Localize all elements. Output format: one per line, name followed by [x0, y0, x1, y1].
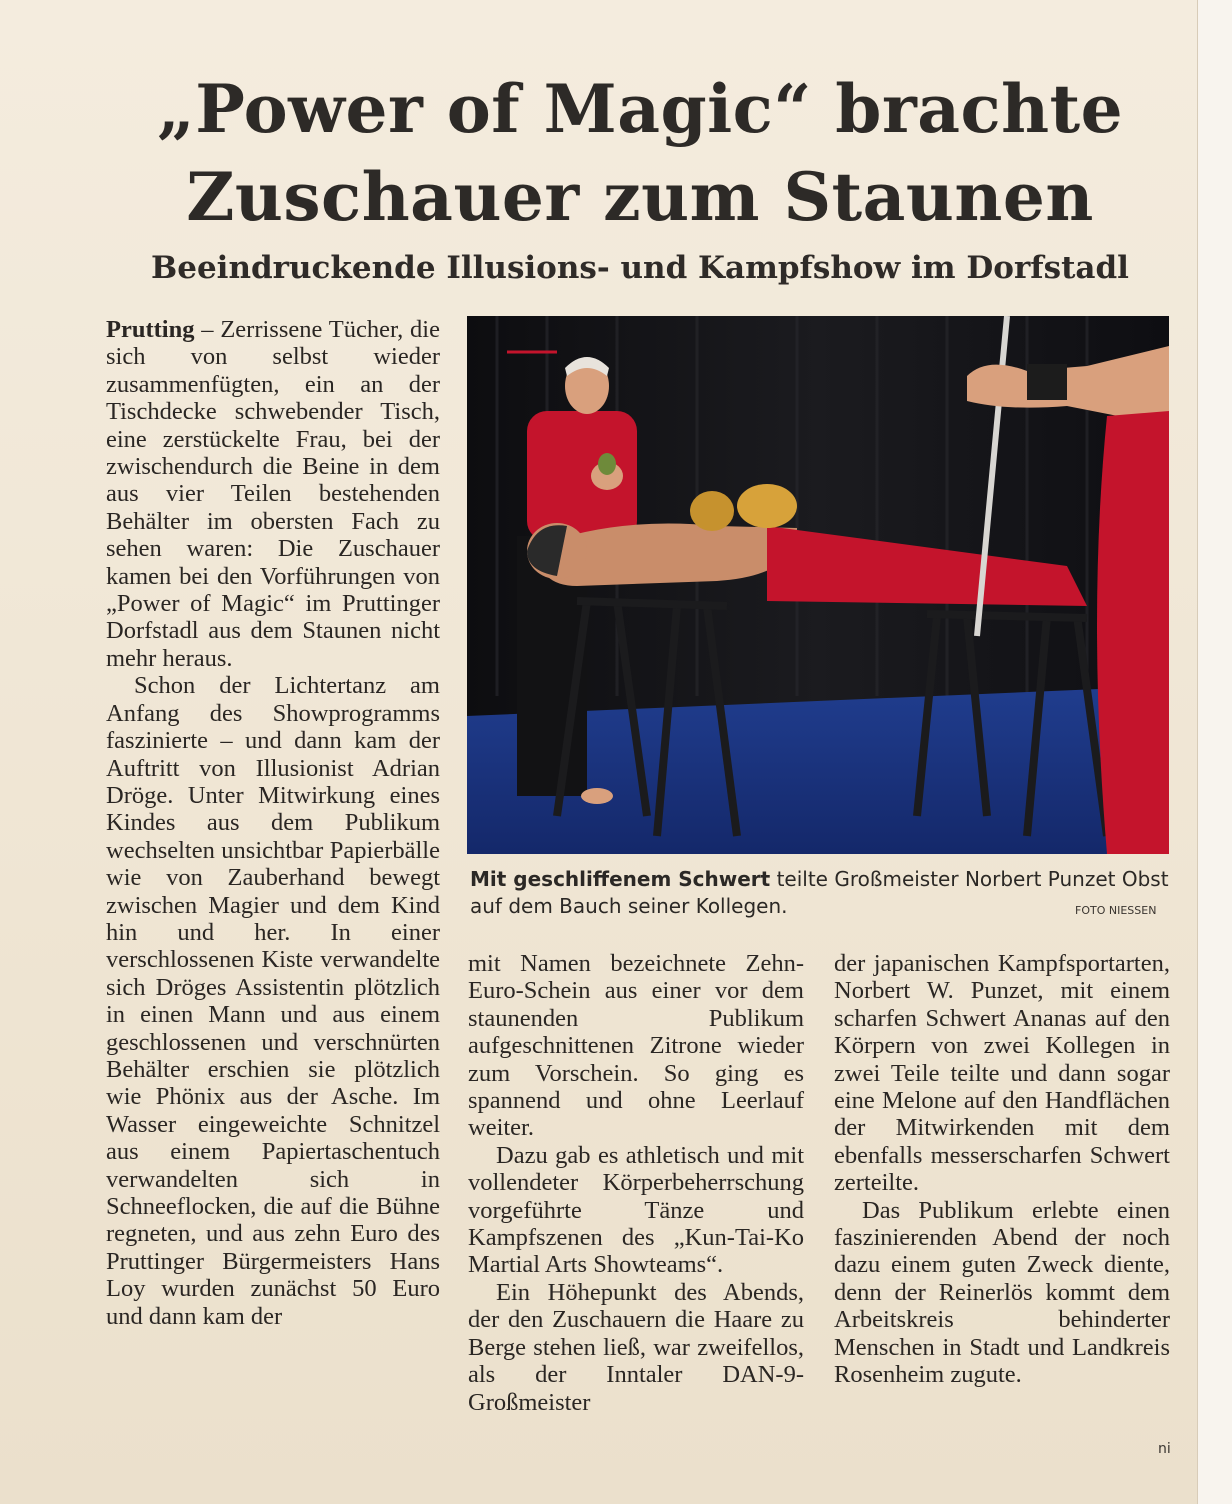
author-signature: ni — [1158, 1441, 1171, 1457]
dateline: Prutting — [106, 316, 195, 343]
article-column-1 — [106, 316, 440, 1476]
photo-credit: FOTO NIESSEN — [1075, 904, 1157, 917]
subheadline: Beeindruckende Illusions- und Kampfshow im Dorfstadl — [151, 250, 1129, 286]
paragraph: Ein Höhepunkt des Abends, der den Zuschauern die Haare zu Berge stehen ließ, war zweifellos, als der Inntaler DAN-9-Großmeister — [468, 1278, 804, 1416]
article-column-2 — [468, 950, 804, 1470]
paragraph: mit Namen bezeichnete Zehn-Euro-Schein aus einer vor dem staunenden Publikum aufgeschnittenen Zitrone wieder zum Vorschein. So ging es spannend und ohne Leerlauf weiter. — [468, 950, 804, 1142]
caption-lead: Mit geschliffenem Schwert — [470, 867, 771, 891]
headline-line-1: „Power of Magic“ brachte — [156, 70, 1124, 148]
page-edge — [1197, 0, 1232, 1504]
paragraph — [106, 316, 440, 672]
caption-text: teilte Großmeister Norbert Punzet Obst auf dem Bauch seiner Kollegen. — [470, 867, 1169, 918]
paragraph: Das Publikum erlebte einen faszinierenden Abend der noch dazu einem guten Zweck diente, denn der Reinerlös kommt dem Arbeitskreis behinderter Menschen in Stadt und Landkreis Rosenheim zugute. — [834, 1196, 1170, 1389]
wrist-band — [1027, 364, 1067, 400]
headline-line-2: Zuschauer zum Staunen — [186, 158, 1094, 236]
photo-illustration — [467, 316, 1169, 854]
paragraph: der japanischen Kampfsportarten, Norbert W. Punzet, mit einem scharfen Schwert Ananas auf den Körpern von zwei Kollegen in zwei Teile teilte und dann sogar eine Melone auf den Handflächen der Mitwirkenden mit dem ebenfalls messerscharfen Schwert zerteilte. — [834, 950, 1170, 1197]
article-column-3 — [834, 950, 1170, 1470]
paragraph: Dazu gab es athletisch und mit vollendeter Körperbeherrschung vorgeführte Tänze und Kampfszenen des „Kun-Tai-Ko Martial Arts Showteams“. — [468, 1141, 804, 1279]
paragraph: Schon der Lichtertanz am Anfang des Showprogramms faszinierte – und dann kam der Auftritt von Illusionist Adrian Dröge. Unter Mitwirkung eines Kindes aus dem Publikum wechselten unsichtbar Papierbälle wie von Zauberhand bewegt zwischen Magier und dem Kind hin und her. In einer verschlossenen Kiste verwandelte sich Dröges Assistentin plötzlich in einen Mann und aus einem geschlossenen und verschnürten Behälter erschien sie plötzlich wie Phönix aus der Asche. Im Wasser eingeweichte Schnitzel aus einem Papiertaschentuch verwandelten sich in Schneeflocken, die auf die Bühne regneten, und aus zehn Euro des Pruttinger Bürgermeisters Hans Loy wurden zunächst 50 Euro und dann kam der — [106, 672, 440, 1330]
photo-caption — [470, 866, 1170, 920]
paragraph-text: – Zerrissene Tücher, die sich von selbst wieder zusammenfügten, ein an der Tischdecke schwebender Tisch, eine zerstückelte Frau, bei der zwischendurch die Beine in dem aus vier Teilen bestehenden Behälter im obersten Fach zu sehen waren: Die Zuschauer kamen bei den Vorführungen von „Power of Magic“ im Pruttinger Dorfstadl aus dem Staunen nicht mehr heraus. — [106, 316, 440, 672]
swordsman-trousers — [1097, 411, 1169, 854]
article-photo — [467, 316, 1169, 854]
